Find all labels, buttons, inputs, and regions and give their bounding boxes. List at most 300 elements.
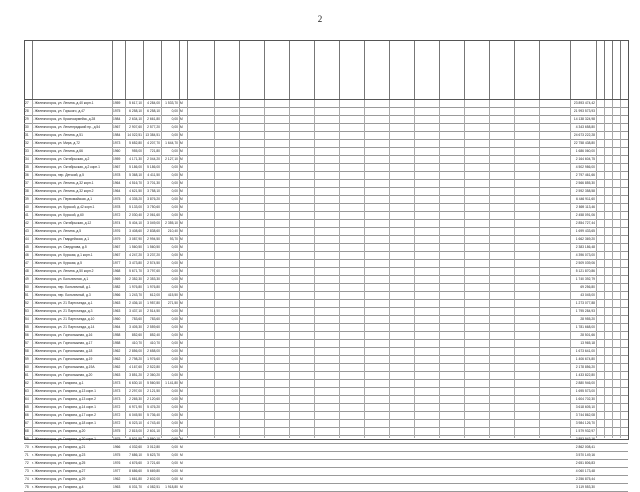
cell-year: 1975 (113, 429, 121, 433)
cell-addr: г. Железногорск, ул. Ленина, д.50 корп.2 (32, 269, 94, 273)
cell-m: М (180, 325, 183, 329)
cell-year: 1984 (113, 133, 121, 137)
table-row (24, 348, 628, 356)
cell-m: М (180, 317, 183, 321)
table-row (24, 412, 628, 420)
cell-no: 69 (25, 437, 29, 441)
cell-a3: 0,00 (171, 317, 178, 321)
cell-year: 1966 (113, 445, 121, 449)
cell-a2: 2 658,00 (147, 349, 160, 353)
cell-addr: г. Железногорск, ул. Курская, д.5 (32, 261, 82, 265)
cell-a1: 3 408,60 (129, 229, 142, 233)
cell-a1: 2 815,00 (129, 429, 142, 433)
cell-sum: 4 396 073,00 (575, 253, 595, 257)
header-column-divider (389, 41, 390, 99)
cell-no: 31 (25, 133, 29, 137)
cell-sum: 2 797 461,66 (575, 173, 595, 177)
table-row (24, 436, 628, 444)
cell-year: 1978 (113, 173, 121, 177)
cell-addr: г. Железногорск, ул. Гагарина, д.14 корп.1 (32, 405, 96, 409)
cell-a2: 4 284,00 (147, 101, 160, 105)
table-row (24, 108, 628, 116)
cell-m: М (180, 149, 183, 153)
cell-a3: 0,00 (171, 189, 178, 193)
column-divider (596, 100, 597, 438)
cell-year: 1982 (113, 285, 121, 289)
cell-no: 41 (25, 213, 29, 217)
cell-no: 75 (25, 485, 29, 489)
column-divider (112, 100, 113, 438)
cell-addr: г. Железногорск, ул. Горнолыжная, д.18 (32, 349, 93, 353)
cell-addr: г. Железногорск, ул. Гагарина, д.27 (32, 469, 86, 473)
cell-year: 1972 (113, 405, 121, 409)
cell-a3: 0,00 (171, 461, 178, 465)
cell-a2: 721,80 (149, 149, 160, 153)
cell-a3: 0,00 (171, 309, 178, 313)
column-divider (439, 100, 440, 438)
table-row (24, 212, 628, 220)
cell-a3: 0,00 (171, 285, 178, 289)
cell-year: 1969 (113, 277, 121, 281)
cell-sum: 4 343 658,80 (575, 125, 595, 129)
cell-no: 58 (25, 349, 29, 353)
cell-a3: 0,00 (171, 181, 178, 185)
cell-m: М (180, 221, 183, 225)
cell-a1: 5 133,00 (129, 205, 142, 209)
column-divider (489, 100, 490, 438)
cell-sum: 2 880 946,00 (575, 381, 595, 385)
cell-addr: г. Железногорск, ул. Гагарина, д.21 (32, 445, 86, 449)
cell-a1: 852,60 (131, 333, 142, 337)
cell-m: М (180, 237, 183, 241)
cell-year: 1963 (113, 373, 121, 377)
cell-a3: 0,00 (171, 325, 178, 329)
cell-m: М (180, 333, 183, 337)
cell-sum: 28 501,66 (580, 333, 595, 337)
cell-sum: 13 965,18 (580, 341, 595, 345)
header-column-divider (364, 41, 365, 99)
cell-a2: 410,70 (149, 341, 160, 345)
cell-a2: 3 758,10 (147, 189, 160, 193)
header-column-divider (414, 41, 415, 99)
cell-sum: 2 458 091,06 (575, 213, 595, 217)
cell-sum: 2 854 727,44 (575, 221, 595, 225)
column-divider (570, 100, 571, 438)
table-row (24, 324, 628, 332)
cell-year: 1977 (113, 469, 121, 473)
cell-a1: 1 976,80 (129, 285, 142, 289)
cell-sum: 1 579 932,97 (575, 429, 595, 433)
cell-no: 51 (25, 293, 29, 297)
cell-addr: г. Железногорск, ул. Гагарина, д.20 (32, 429, 86, 433)
cell-sum: 1 604 702,30 (575, 397, 595, 401)
cell-a2: 3 237,20 (147, 253, 160, 257)
cell-a2: 6 258,10 (147, 109, 160, 113)
cell-no: 53 (25, 309, 29, 313)
table-row (24, 148, 628, 156)
cell-a1: 6 258,10 (129, 109, 142, 113)
header-column-divider (112, 41, 113, 99)
column-divider (389, 100, 390, 438)
cell-a2: 3 012,80 (147, 445, 160, 449)
cell-m: М (180, 469, 183, 473)
cell-sum: 2 164 604,75 (575, 157, 595, 161)
cell-addr: г. Железногорск, ул. Гагарина, д.18 корп.1 (32, 421, 96, 425)
cell-m: М (180, 157, 183, 161)
cell-m: М (180, 213, 183, 217)
cell-a2: 2 360,20 (147, 373, 160, 377)
cell-a2: 4 411,50 (147, 173, 160, 177)
cell-addr: г. Железногорск, ул. Октябрьская, д.2 корп.1 (32, 165, 100, 169)
cell-no: 72 (25, 461, 29, 465)
cell-addr: г. Железногорск, ул. Курской, д.60 (32, 213, 84, 217)
cell-a2: 2 061,60 (147, 213, 160, 217)
cell-a1: 5 652,80 (129, 141, 142, 145)
header-column-divider (264, 41, 265, 99)
cell-a3: 0,00 (171, 205, 178, 209)
cell-sum: 2 853 943,16 (575, 437, 595, 441)
cell-m: М (180, 309, 183, 313)
cell-addr: г. Железногорск, ул. 21 Партсъезда, д.3 (32, 309, 93, 313)
cell-year: 1958 (113, 333, 121, 337)
cell-a1: 4 516,70 (129, 181, 142, 185)
cell-year: 1973 (113, 397, 121, 401)
cell-no: 70 (25, 445, 29, 449)
cell-year: 1960 (113, 149, 121, 153)
cell-addr: г. Железногорск, ул. Курской, д.42 корп.1 (32, 205, 95, 209)
cell-a2: 2 601,10 (147, 429, 160, 433)
cell-m: М (180, 389, 183, 393)
page-number: 2 (317, 14, 323, 24)
document-table (24, 40, 628, 489)
cell-sum: 24 673 222,28 (573, 133, 595, 137)
column-divider (612, 100, 613, 438)
cell-no: 73 (25, 469, 29, 473)
header-column-divider (570, 41, 571, 99)
cell-m: М (180, 357, 183, 361)
cell-year: 1962 (113, 365, 121, 369)
cell-year: 1972 (113, 413, 121, 417)
cell-a1: 14 022,51 (127, 133, 142, 137)
cell-no: 74 (25, 477, 29, 481)
cell-a1: 3 437,10 (129, 309, 142, 313)
table-row (24, 172, 628, 180)
table-row (24, 180, 628, 188)
cell-a2: 4 082,51 (147, 485, 160, 489)
cell-a3: 93,70 (169, 237, 178, 241)
cell-a3: 0,00 (171, 413, 178, 417)
table-row (24, 276, 628, 284)
cell-a3: 0,00 (171, 445, 178, 449)
cell-a3: 0,00 (171, 389, 178, 393)
cell-a2: 2 559,60 (147, 325, 160, 329)
header-column-divider (187, 41, 188, 99)
cell-no: 40 (25, 205, 29, 209)
cell-a3: 0,00 (171, 357, 178, 361)
cell-addr: г. Железногорск, ул. Горнолыжная, д.20 (32, 373, 93, 377)
cell-m: М (180, 477, 183, 481)
cell-year: 1962 (113, 477, 121, 481)
header-column-divider (214, 41, 215, 99)
cell-a1: 5 921,50 (129, 437, 142, 441)
cell-a1: 3 473,80 (129, 261, 142, 265)
cell-a2: 3 750,60 (147, 205, 160, 209)
cell-no: 37 (25, 181, 29, 185)
column-divider (289, 100, 290, 438)
cell-year: 1975 (113, 437, 121, 441)
cell-a2: 1 560,50 (147, 245, 160, 249)
cell-year: 1964 (113, 181, 121, 185)
cell-a3: 0,00 (171, 421, 178, 425)
cell-no: 34 (25, 157, 29, 161)
cell-a2: 4 207,70 (147, 141, 160, 145)
cell-m: М (180, 397, 183, 401)
cell-a2: 13 384,51 (145, 133, 160, 137)
cell-year: 1978 (113, 205, 121, 209)
cell-m: М (180, 229, 183, 233)
cell-a3: 210,40 (167, 229, 178, 233)
cell-no: 71 (25, 453, 29, 457)
cell-a3: 0,00 (171, 125, 178, 129)
cell-no: 49 (25, 277, 29, 281)
cell-a3: 2 355,10 (165, 221, 178, 225)
table-row (24, 236, 628, 244)
cell-no: 67 (25, 421, 29, 425)
cell-a2: 2 522,80 (147, 365, 160, 369)
cell-year: 1960 (113, 317, 121, 321)
cell-a2: 2 121,50 (147, 389, 160, 393)
cell-a2: 2 577,20 (147, 125, 160, 129)
cell-a2: 3 860,10 (147, 437, 160, 441)
column-divider (143, 100, 144, 438)
table-row (24, 164, 628, 172)
cell-a3: 0,00 (171, 245, 178, 249)
cell-year: 1975 (113, 453, 121, 457)
cell-m: М (180, 277, 183, 281)
cell-sum: 23 893 474,42 (573, 101, 595, 105)
table-row (24, 420, 628, 428)
cell-a3: 0,00 (171, 453, 178, 457)
cell-year: 1962 (113, 357, 121, 361)
cell-addr: г. Железногорск, ул. Ленина, д.5 (32, 229, 82, 233)
cell-year: 1967 (113, 165, 121, 169)
header-column-divider (439, 41, 440, 99)
cell-year: 1963 (113, 485, 121, 489)
cell-addr: г. Железногорск, ул. Мира, д.72 (32, 141, 80, 145)
cell-a1: 4 171,30 (129, 157, 142, 161)
cell-m: М (180, 301, 183, 305)
cell-no: 47 (25, 261, 29, 265)
cell-m: М (180, 413, 183, 417)
cell-a1: 1 560,50 (129, 245, 142, 249)
cell-sum: 4 502 986,00 (575, 165, 595, 169)
cell-sum: 4 060 173,48 (575, 469, 595, 473)
cell-a2: 3 049,00 (147, 221, 160, 225)
cell-a2: 2 044,20 (147, 157, 160, 161)
cell-no: 59 (25, 357, 29, 361)
cell-no: 38 (25, 189, 29, 193)
cell-m: М (180, 261, 183, 265)
cell-no: 56 (25, 333, 29, 337)
cell-a2: 3 797,60 (147, 269, 160, 273)
cell-a1: 4 676,60 (129, 461, 142, 465)
cell-a2: 5 736,40 (147, 413, 160, 417)
cell-a2: 3 721,60 (147, 461, 160, 465)
cell-sum: 22 758 438,80 (573, 141, 595, 145)
cell-a1: 5 368,10 (129, 173, 142, 177)
table-row (24, 156, 628, 164)
table-row (24, 252, 628, 260)
cell-a3: 0,00 (171, 213, 178, 217)
header-column-divider (489, 41, 490, 99)
table-row (24, 340, 628, 348)
cell-a3: 1 918,80 (165, 485, 178, 489)
cell-a1: 2 297,00 (129, 389, 142, 393)
cell-addr: г. Железногорск, ул. Гагарина, д.25 (32, 461, 86, 465)
cell-a1: 2 265,30 (129, 397, 142, 401)
cell-year: 1972 (113, 213, 121, 217)
table-row (24, 316, 628, 324)
cell-a1: 2 856,00 (129, 349, 142, 353)
table-row (24, 260, 628, 268)
cell-a3: 0,00 (171, 333, 178, 337)
cell-no: 27 (25, 101, 29, 105)
column-divider (514, 100, 515, 438)
cell-a3: 0,00 (171, 477, 178, 481)
table-row (24, 100, 628, 108)
cell-m: М (180, 437, 183, 441)
cell-no: 28 (25, 109, 29, 113)
table-row (24, 188, 628, 196)
cell-year: 1963 (113, 301, 121, 305)
cell-no: 54 (25, 317, 29, 321)
cell-m: М (180, 453, 183, 457)
header-column-divider (179, 41, 180, 99)
cell-addr: г. Железногорск, пер. Больничный, д.1 (32, 285, 91, 289)
cell-year: 1959 (113, 101, 121, 105)
table-row (24, 372, 628, 380)
cell-sum: 2 566 855,30 (575, 181, 595, 185)
cell-no: 57 (25, 341, 29, 345)
cell-no: 33 (25, 149, 29, 153)
cell-addr: г. Железногорск, ул. 21 Партсъезда, д.1 (32, 301, 93, 305)
cell-addr: г. Железногорск, ул. Красноармейск, д.28 (32, 117, 96, 121)
cell-sum: 2 651 806,83 (575, 461, 595, 465)
cell-m: М (180, 293, 183, 297)
cell-a2: 612,00 (149, 293, 160, 297)
cell-year: 1975 (113, 197, 121, 201)
cell-a1: 5 617,10 (129, 101, 142, 105)
table-row (24, 444, 628, 452)
cell-addr: г. Железногорск, ул. Больничная, д.1 (32, 277, 89, 281)
column-divider (464, 100, 465, 438)
cell-year: 1979 (113, 237, 121, 241)
cell-a3: 271,50 (167, 301, 178, 305)
cell-no: 50 (25, 285, 29, 289)
cell-sum: 1 695 573,00 (575, 389, 595, 393)
cell-a1: 6 630,10 (129, 381, 142, 385)
cell-a2: 3 876,20 (147, 197, 160, 201)
cell-addr: г. Железногорск, пер. Больничный, д.3 (32, 293, 91, 297)
table-row (24, 356, 628, 364)
cell-no: 52 (25, 301, 29, 305)
cell-a2: 852,40 (149, 333, 160, 337)
cell-a1: 6 971,90 (129, 405, 142, 409)
cell-no: 60 (25, 365, 29, 369)
cell-a1: 955,00 (131, 149, 142, 153)
cell-a3: 0,00 (171, 373, 178, 377)
cell-a1: 6 023,10 (129, 421, 142, 425)
cell-sum: 2 592 358,58 (575, 189, 595, 193)
cell-a2: 2 994,50 (147, 237, 160, 241)
column-divider (125, 100, 126, 438)
cell-m: М (180, 205, 183, 209)
cell-addr: г. Железногорск, ул. Гвардейская, д.1 (32, 237, 90, 241)
cell-no: 64 (25, 397, 29, 401)
cell-a1: 6 031,70 (129, 485, 142, 489)
cell-a1: 4 167,60 (129, 365, 142, 369)
cell-a3: 0,00 (171, 469, 178, 473)
cell-no: 45 (25, 245, 29, 249)
table-row (24, 308, 628, 316)
cell-sum: 43 045,00 (580, 293, 595, 297)
column-divider (239, 100, 240, 438)
cell-a3: 0,00 (171, 349, 178, 353)
cell-sum: 21 993 573,93 (573, 109, 595, 113)
column-divider (620, 100, 621, 438)
cell-year: 1975 (113, 109, 121, 113)
cell-year: 1959 (113, 157, 121, 161)
cell-no: 32 (25, 141, 29, 145)
header-column-divider (161, 41, 162, 99)
cell-a1: 4 032,60 (129, 445, 142, 449)
table-row (24, 284, 628, 292)
cell-addr: г. Железногорск, ул. 21 Партсъезда, д.14 (32, 325, 95, 329)
cell-sum: 3 618 605,10 (575, 405, 595, 409)
cell-addr: г. Железногорск, ул. Курская, д.1 корп.1 (32, 253, 93, 257)
cell-a1: 2 798,20 (129, 357, 142, 361)
column-divider (339, 100, 340, 438)
cell-addr: г. Железногорск, ул. Горнолыжная, д.19 (32, 357, 93, 361)
cell-a3: 0,00 (171, 197, 178, 201)
cell-addr: г. Железногорск, ул. Октябрьская, д.2 (32, 157, 90, 161)
cell-m: М (180, 189, 183, 193)
cell-a3: 0,00 (171, 253, 178, 257)
cell-m: М (180, 253, 183, 257)
column-divider (604, 100, 605, 438)
cell-m: М (180, 349, 183, 353)
cell-sum: 5 121 870,86 (575, 269, 595, 273)
cell-sum: 1 740 392,79 (575, 277, 595, 281)
table-row (24, 468, 628, 476)
cell-sum: 1 795 284,93 (575, 309, 595, 313)
column-divider (414, 100, 415, 438)
cell-a1: 3 087,90 (129, 237, 142, 241)
cell-sum: 1 781 668,00 (575, 325, 595, 329)
cell-year: 1963 (113, 309, 121, 313)
cell-a3: 0,00 (171, 173, 178, 177)
cell-a3: 0,00 (171, 269, 178, 273)
cell-m: М (180, 245, 183, 249)
header-column-divider (539, 41, 540, 99)
cell-m: М (180, 285, 183, 289)
cell-a3: 1 533,70 (165, 101, 178, 105)
cell-m: М (180, 405, 183, 409)
cell-no: 68 (25, 429, 29, 433)
cell-m: М (180, 341, 183, 345)
cell-a1: 8 686,60 (129, 469, 142, 473)
header-column-divider (596, 41, 597, 99)
